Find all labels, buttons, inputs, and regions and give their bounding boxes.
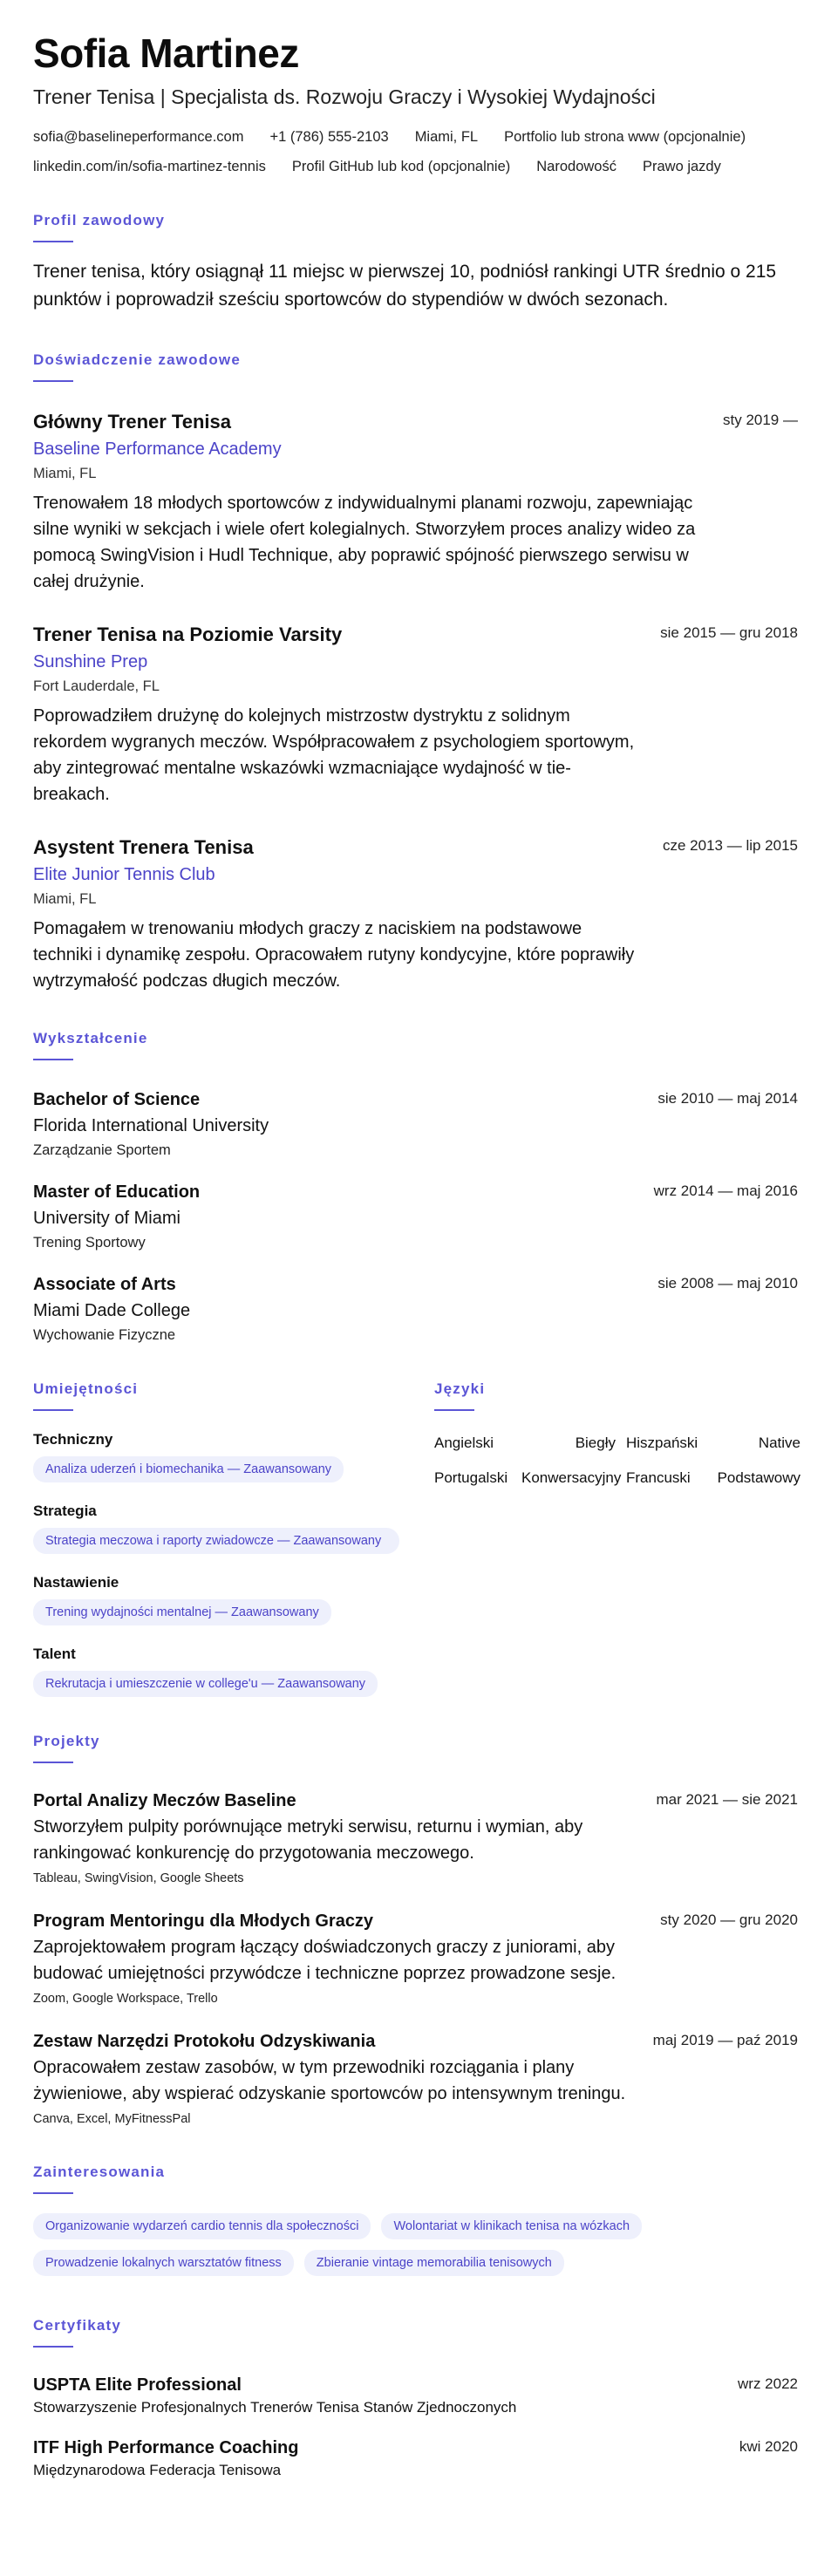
job-dates: sie 2015 — gru 2018	[660, 624, 798, 641]
job-company: Baseline Performance Academy	[33, 440, 282, 459]
contact-row	[33, 127, 798, 147]
candidate-name: Sofia Martinez	[33, 31, 299, 76]
section-title: Certyfikaty	[33, 2317, 122, 2334]
skill-group	[33, 1573, 399, 1625]
job-location: Miami, FL	[33, 891, 97, 907]
job-company: Elite Junior Tennis Club	[33, 865, 215, 884]
languages-grid	[434, 1434, 800, 1488]
skill-chip: Rekrutacja i umieszczenie w college'u — Zaawansowany	[33, 1671, 378, 1697]
resume-header	[33, 30, 798, 176]
experience-section	[33, 351, 798, 994]
language-level: Podstawowy	[717, 1469, 800, 1486]
language-name: Hiszpański	[626, 1435, 698, 1451]
contact-nationality: Narodowość	[536, 159, 616, 174]
job-entry	[33, 410, 798, 595]
candidate-headline: Trener Tenisa | Specjalista ds. Rozwoju Graczy i Wysokiej Wydajności	[33, 85, 656, 108]
contact-location: Miami, FL	[414, 129, 479, 145]
project-dates: maj 2019 — paź 2019	[652, 2032, 798, 2048]
education-degree: Bachelor of Science	[33, 1090, 201, 1109]
education-section	[33, 1029, 798, 1345]
interests-section	[33, 2163, 798, 2286]
job-title: Trener Tenisa na Poziomie Varsity	[33, 624, 343, 645]
interest-chip: Wolontariat w klinikach tenisa na wózkach	[381, 2213, 642, 2239]
certificate-issuer: Stowarzyszenie Profesjonalnych Trenerów Tenisa Stanów Zjednoczonych	[33, 2399, 517, 2416]
project-entry	[33, 1910, 798, 2007]
skill-group-name: Nastawienie	[33, 1574, 119, 1591]
job-location: Fort Lauderdale, FL	[33, 678, 160, 694]
project-name: Zestaw Narzędzi Protokołu Odzyskiwania	[33, 2032, 376, 2051]
project-description: Stworzyłem pulpity porównujące metryki serwisu, returnu i wymian, aby rankingować konkurencję do przygotowania meczowego.	[33, 1817, 583, 1863]
job-entry	[33, 835, 798, 994]
certificate-issuer: Międzynarodowa Federacja Tenisowa	[33, 2462, 282, 2478]
job-title: Główny Trener Tenisa	[33, 411, 231, 433]
certificates-section	[33, 2316, 798, 2480]
education-field: Zarządzanie Sportem	[33, 1142, 171, 1158]
education-degree: Master of Education	[33, 1182, 201, 1202]
contact-linkedin[interactable]: linkedin.com/in/sofia-martinez-tennis	[33, 159, 266, 174]
education-degree: Associate of Arts	[33, 1275, 176, 1294]
project-description: Zaprojektowałem program łączący doświadczonych graczy z juniorami, aby budować umiejętności przywódcze i techniczne poprzez prowadzone sesje.	[33, 1938, 616, 1983]
section-title: Zainteresowania	[33, 2164, 166, 2180]
skill-group-name: Strategia	[33, 1503, 97, 1519]
section-title: Języki	[434, 1380, 486, 1397]
project-description: Opracowałem zestaw zasobów, w tym przewodniki rozciągania i plany żywieniowe, aby wspierać odzyskanie sportowców po intensywnym treningu.	[33, 2058, 626, 2103]
projects-section	[33, 1732, 798, 2128]
section-divider	[33, 1059, 73, 1060]
section-divider	[434, 1409, 474, 1411]
education-entry	[33, 1181, 798, 1252]
skill-group	[33, 1645, 399, 1697]
job-dates: cze 2013 — lip 2015	[663, 837, 798, 854]
languages-section	[434, 1380, 800, 1697]
interest-chip: Zbieranie vintage memorabilia tenisowych	[304, 2250, 564, 2276]
section-divider	[33, 380, 73, 382]
education-dates: sie 2008 — maj 2010	[657, 1275, 798, 1291]
job-description: Trenowałem 18 młodych sportowców z indywidualnymi planami rozwoju, zapewniając silne wyniki w sekcjach i wiele ofert kolegialnych. Stworzyłem proces analizy wideo za pomocą SwingVision i Hudl Technique, aby poprawić spójność pierwszego serwisu w całej drużynie.	[33, 494, 696, 591]
project-tools: Zoom, Google Workspace, Trello	[33, 1992, 218, 2006]
project-tools: Tableau, SwingVision, Google Sheets	[33, 1871, 244, 1885]
education-field: Trening Sportowy	[33, 1235, 146, 1251]
section-divider	[33, 241, 73, 242]
section-divider	[33, 1409, 73, 1411]
language-level: Biegły	[575, 1435, 616, 1451]
skills-section	[33, 1380, 399, 1697]
education-dates: wrz 2014 — maj 2016	[653, 1182, 798, 1199]
project-dates: mar 2021 — sie 2021	[656, 1791, 798, 1808]
contact-phone[interactable]: +1 (786) 555-2103	[269, 129, 389, 145]
language-level: Konwersacyjny	[521, 1469, 622, 1486]
skill-group	[33, 1430, 399, 1482]
section-title: Doświadczenie zawodowe	[33, 351, 242, 368]
certificate-entry	[33, 2436, 798, 2480]
section-divider	[33, 1762, 73, 1763]
education-school: Miami Dade College	[33, 1301, 191, 1320]
project-name: Program Mentoringu dla Młodych Graczy	[33, 1912, 374, 1931]
education-dates: sie 2010 — maj 2014	[657, 1090, 798, 1107]
job-entry	[33, 623, 798, 808]
skill-chip: Analiza uderzeń i biomechanika — Zaawansowany	[33, 1456, 344, 1482]
section-title: Profil zawodowy	[33, 212, 166, 228]
section-title: Umiejętności	[33, 1380, 139, 1397]
certificate-date: kwi 2020	[739, 2438, 798, 2455]
language-name: Francuski	[626, 1469, 691, 1486]
contact-github[interactable]: Profil GitHub lub kod (opcjonalnie)	[291, 159, 511, 174]
certificate-name: ITF High Performance Coaching	[33, 2438, 299, 2457]
project-dates: sty 2020 — gru 2020	[660, 1912, 798, 1928]
language-name: Portugalski	[434, 1469, 508, 1486]
contact-row	[33, 157, 798, 176]
certificate-date: wrz 2022	[738, 2375, 798, 2392]
job-location: Miami, FL	[33, 466, 97, 481]
language-level: Native	[758, 1435, 800, 1451]
section-divider	[33, 2192, 73, 2194]
section-divider	[33, 2346, 73, 2348]
skill-chip: Strategia meczowa i raporty zwiadowcze — Zaawansowany	[33, 1528, 399, 1554]
job-company: Sunshine Prep	[33, 652, 148, 671]
education-field: Wychowanie Fizyczne	[33, 1327, 176, 1343]
contact-email[interactable]: sofia@baselineperformance.com	[33, 129, 244, 145]
education-entry	[33, 1088, 798, 1160]
job-title: Asystent Trenera Tenisa	[33, 836, 254, 858]
interest-chip: Prowadzenie lokalnych warsztatów fitness	[33, 2250, 294, 2276]
skills-languages-row	[33, 1380, 798, 1697]
project-entry	[33, 1789, 798, 1887]
language-name: Angielski	[434, 1435, 494, 1451]
interest-chip: Organizowanie wydarzeń cardio tennis dla społeczności	[33, 2213, 371, 2239]
skill-group	[33, 1502, 399, 1554]
interests-list	[33, 2213, 731, 2286]
job-description: Poprowadziłem drużynę do kolejnych mistrzostw dystryktu z solidnym rekordem wygranych meczów. Współpracowałem z psychologiem sportowym, aby zintegrować mentalne wskazówki wzmacniające wydajność w tie-breakach.	[33, 706, 635, 804]
summary-section	[33, 211, 798, 314]
education-school: Florida International University	[33, 1116, 269, 1135]
contact-portfolio[interactable]: Portfolio lub strona www (opcjonalnie)	[504, 129, 746, 145]
skill-group-name: Techniczny	[33, 1431, 113, 1448]
job-dates: sty 2019 —	[723, 412, 798, 428]
section-title: Wykształcenie	[33, 1030, 148, 1046]
education-entry	[33, 1273, 798, 1345]
skill-group-name: Talent	[33, 1646, 76, 1662]
section-title: Projekty	[33, 1733, 100, 1749]
job-description: Pomagałem w trenowaniu młodych graczy z naciskiem na podstawowe techniki i dynamikę zespołu. Opracowałem rutyny kondycyjne, które poprawiły wytrzymałość podczas długich meczów.	[33, 919, 635, 991]
education-school: University of Miami	[33, 1209, 181, 1228]
project-tools: Canva, Excel, MyFitnessPal	[33, 2112, 191, 2126]
summary-text: Trener tenisa, który osiągnął 11 miejsc w pierwszej 10, podniósł rankingi UTR średnio o 215 punktów i poprowadził sześciu sportowców do stypendiów w dwóch sezonach.	[33, 262, 777, 310]
project-name: Portal Analizy Meczów Baseline	[33, 1791, 296, 1810]
contact-driving-license: Prawo jazdy	[642, 159, 721, 174]
skill-chip: Trening wydajności mentalnej — Zaawansowany	[33, 1599, 331, 1625]
certificate-entry	[33, 2374, 798, 2417]
project-entry	[33, 2030, 798, 2128]
certificate-name: USPTA Elite Professional	[33, 2375, 242, 2395]
